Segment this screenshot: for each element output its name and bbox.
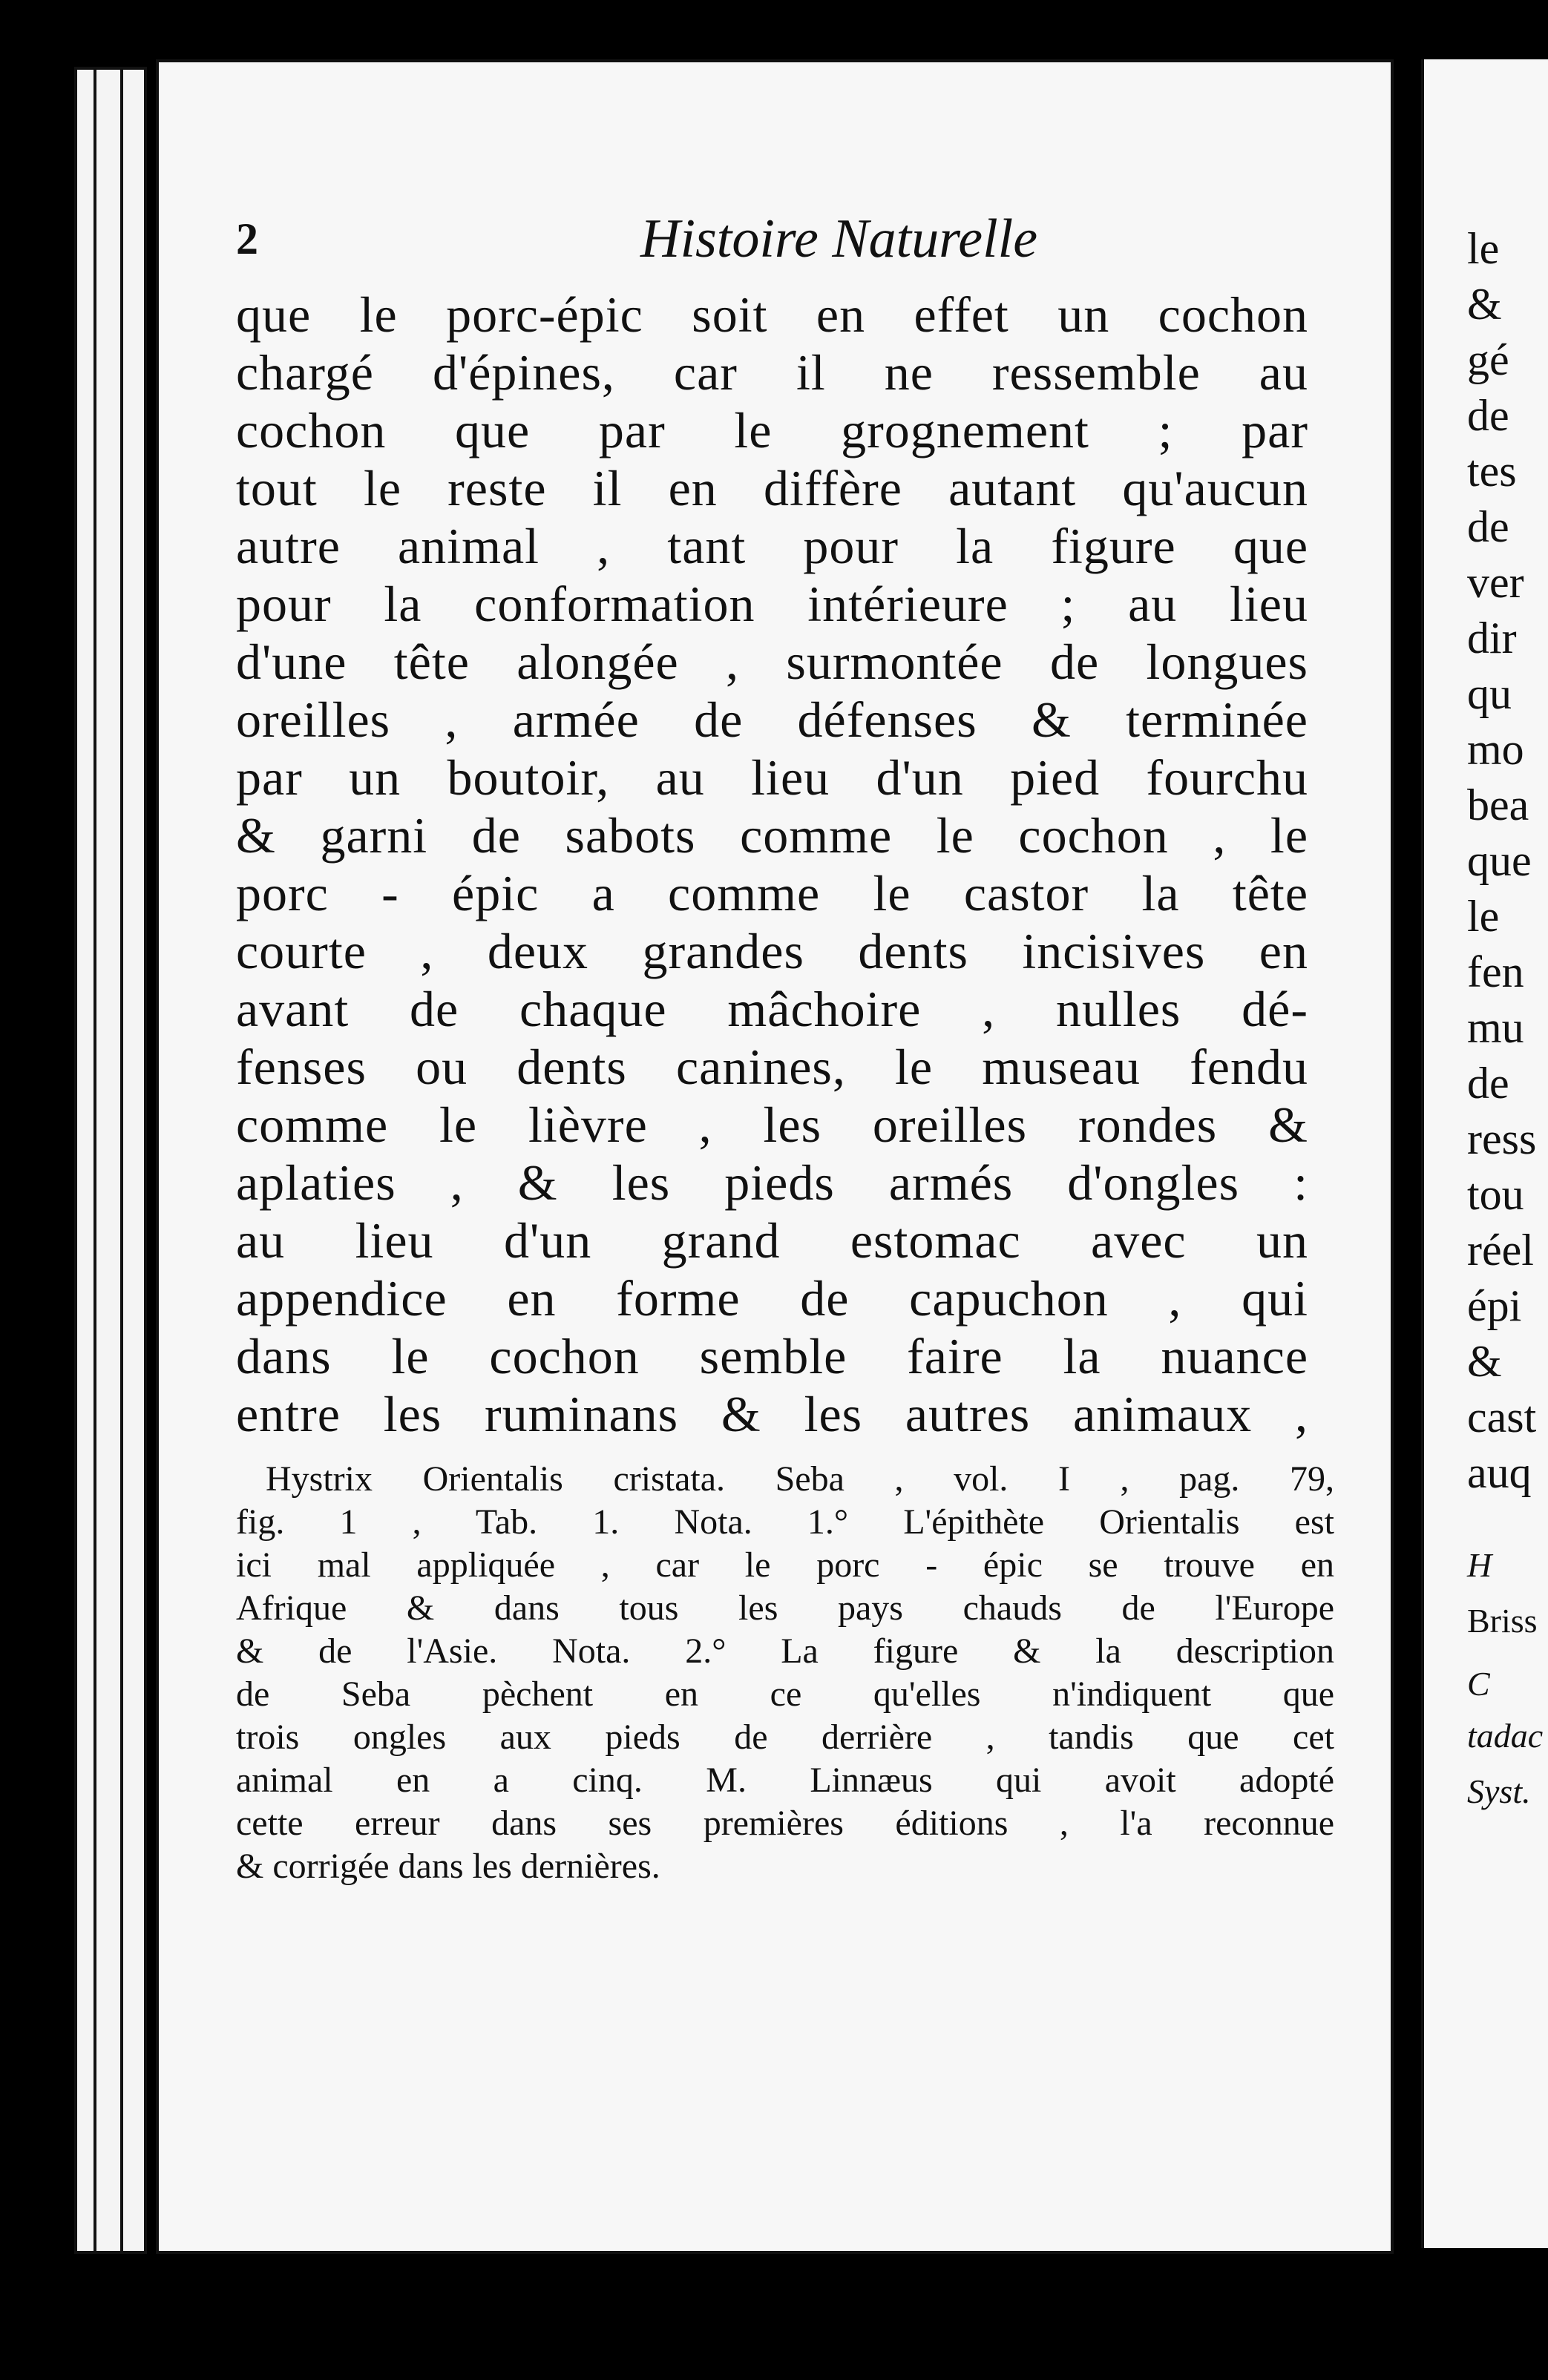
facing-page-word: & — [1467, 1337, 1502, 1386]
text-line: cochon que par le grognement ; par — [236, 402, 1308, 458]
facing-page-fragment — [1421, 59, 1548, 2248]
facing-page-word: dir — [1467, 614, 1517, 663]
facing-page-word: de — [1467, 1059, 1509, 1108]
facing-page-word: Briss — [1467, 1602, 1538, 1640]
facing-page-word: mo — [1467, 725, 1524, 774]
text-line: avant de chaque mâchoire , nulles dé- — [236, 981, 1308, 1037]
main-text — [236, 286, 1308, 1443]
facing-page-word: gé — [1467, 335, 1509, 384]
facing-page-word: Syst. — [1467, 1772, 1531, 1810]
facing-page-word: le — [1467, 892, 1500, 941]
text-line: fenses ou dents canines, le museau fendu — [236, 1039, 1308, 1095]
footnote-line: trois ongles aux pieds de derrière , tandis que cet — [236, 1717, 1334, 1757]
page-edge-rule — [120, 70, 123, 2251]
footnote-line: fig. 1 , Tab. 1. Nota. 1.° L'épithète Orientalis est — [236, 1502, 1334, 1542]
text-line: comme le lièvre , les oreilles rondes & — [236, 1097, 1308, 1153]
facing-page-word: H — [1467, 1546, 1492, 1584]
facing-page-word: ver — [1467, 558, 1524, 607]
text-line: tout le reste il en diffère autant qu'aucun — [236, 460, 1308, 516]
facing-page-word: tes — [1467, 447, 1517, 496]
text-line: courte , deux grandes dents incisives en — [236, 923, 1308, 979]
text-line: au lieu d'un grand estomac avec un — [236, 1212, 1308, 1269]
footnote-line: animal en a cinq. M. Linnæus qui avoit adopté — [236, 1761, 1334, 1800]
footnote-line: Afrique & dans tous les pays chauds de l'Europe — [236, 1588, 1334, 1628]
facing-page-word: tadac — [1467, 1717, 1544, 1755]
text-line: dans le cochon semble faire la nuance — [236, 1328, 1308, 1384]
text-line: par un boutoir, au lieu d'un pied fourchu — [236, 749, 1308, 806]
text-line: que le porc-épic soit en effet un cochon — [236, 286, 1308, 343]
text-line: chargé d'épines, car il ne ressemble au — [236, 344, 1308, 401]
footnote-line: & de l'Asie. Nota. 2.° La figure & la description — [236, 1631, 1334, 1671]
text-line: autre animal , tant pour la figure que — [236, 518, 1308, 574]
text-line: pour la conformation intérieure ; au lieu — [236, 576, 1308, 632]
footnote-line: de Seba pèchent en ce qu'elles n'indiquent que — [236, 1674, 1334, 1714]
footnote-line: ici mal appliquée , car le porc - épic se trouve en — [236, 1545, 1334, 1585]
text-line: aplaties , & les pieds armés d'ongles : — [236, 1154, 1308, 1211]
facing-page-word: qu — [1467, 669, 1512, 718]
text-line: entre les ruminans & les autres animaux , — [236, 1386, 1308, 1442]
footnote-line: Hystrix Orientalis cristata. Seba , vol. I , pag. 79, — [266, 1459, 1334, 1499]
footnote-line: & corrigée dans les dernières. — [236, 1847, 660, 1886]
facing-page-word: que — [1467, 836, 1532, 885]
facing-page-word: épi — [1467, 1281, 1522, 1330]
running-head — [236, 200, 1201, 289]
text-line: & garni de sabots comme le cochon , le — [236, 807, 1308, 864]
page-edge-rule — [94, 70, 96, 2251]
facing-page-word: mu — [1467, 1003, 1524, 1052]
facing-page-word: C — [1467, 1665, 1490, 1703]
facing-page-word: le — [1467, 224, 1500, 273]
facing-page-word: & — [1467, 280, 1502, 329]
facing-page-word: de — [1467, 502, 1509, 551]
text-line: appendice en forme de capuchon , qui — [236, 1270, 1308, 1327]
text-line: d'une tête alongée , surmontée de longues — [236, 634, 1308, 690]
page-stack-edge — [74, 67, 147, 2254]
text-line: oreilles , armée de défenses & terminée — [236, 691, 1308, 748]
facing-page-word: fen — [1467, 947, 1524, 996]
text-line: porc - épic a comme le castor la tête — [236, 865, 1308, 921]
facing-page-word: cast — [1467, 1393, 1537, 1442]
footnote — [236, 1458, 1334, 1888]
footnote-line: cette erreur dans ses premières éditions , l'a reconnue — [236, 1804, 1334, 1843]
facing-page-word: réel — [1467, 1226, 1534, 1275]
facing-page-word: ress — [1467, 1114, 1537, 1163]
page-number: 2 — [236, 214, 258, 263]
running-head-title: Histoire Naturelle — [640, 208, 1038, 269]
facing-page-word: de — [1467, 391, 1509, 440]
facing-page-word: tou — [1467, 1170, 1524, 1219]
facing-page-word: bea — [1467, 780, 1529, 829]
facing-page-word: auq — [1467, 1448, 1532, 1497]
